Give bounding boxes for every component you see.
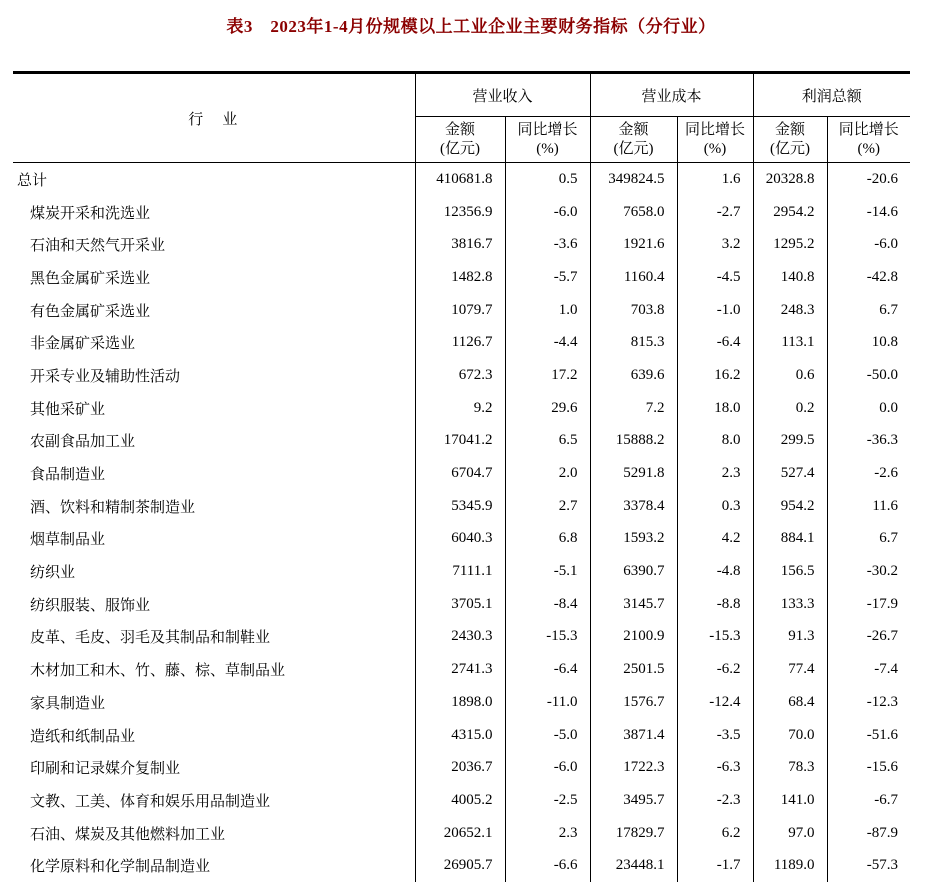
value-cell: 0.0 [827,392,910,425]
value-cell: -8.4 [505,588,590,621]
industry-cell: 文教、工美、体育和娱乐用品制造业 [13,784,415,817]
value-cell: -50.0 [827,359,910,392]
value-cell: 23448.1 [590,849,677,882]
table-row [13,588,910,621]
value-cell: 1482.8 [415,261,505,294]
value-cell: -6.3 [677,751,753,784]
value-cell: -5.0 [505,719,590,752]
sub-header-unit: (亿元) [754,140,827,159]
sub-header-line: 金额 [416,121,505,140]
table-row [13,392,910,425]
value-cell: 0.5 [505,163,590,196]
industry-cell: 纺织服装、服饰业 [13,588,415,621]
column-header-profit-growth [827,117,910,163]
value-cell: 15888.2 [590,425,677,458]
table-row [13,490,910,523]
value-cell: 5345.9 [415,490,505,523]
table-row [13,621,910,654]
table-row [13,457,910,490]
value-cell: 3.2 [677,228,753,261]
value-cell: 91.3 [753,621,827,654]
value-cell: 6.7 [827,523,910,556]
value-cell: -6.0 [827,228,910,261]
value-cell: 7658.0 [590,196,677,229]
value-cell: 1593.2 [590,523,677,556]
value-cell: -4.8 [677,555,753,588]
value-cell: 1.6 [677,163,753,196]
table-row [13,817,910,850]
value-cell: -6.0 [505,751,590,784]
industry-cell: 化学原料和化学制品制造业 [13,849,415,882]
value-cell: 16.2 [677,359,753,392]
value-cell: 9.2 [415,392,505,425]
value-cell: 1898.0 [415,686,505,719]
value-cell: -6.7 [827,784,910,817]
industry-cell: 煤炭开采和洗选业 [13,196,415,229]
value-cell: -42.8 [827,261,910,294]
value-cell: 2954.2 [753,196,827,229]
value-cell: -6.4 [505,653,590,686]
value-cell: 97.0 [753,817,827,850]
value-cell: -14.6 [827,196,910,229]
table-row [13,425,910,458]
value-cell: 20328.8 [753,163,827,196]
value-cell: -2.7 [677,196,753,229]
industry-cell: 酒、饮料和精制茶制造业 [13,490,415,523]
sub-header-unit: (亿元) [591,140,677,159]
column-header-revenue-growth [505,117,590,163]
value-cell: 7.2 [590,392,677,425]
value-cell: -30.2 [827,555,910,588]
column-header-cost-amount [590,117,677,163]
value-cell: -4.5 [677,261,753,294]
column-group-operating-revenue: 营业收入 [415,73,590,117]
value-cell: 156.5 [753,555,827,588]
column-header-cost-growth [677,117,753,163]
value-cell: 1921.6 [590,228,677,261]
table-row [13,719,910,752]
value-cell: 29.6 [505,392,590,425]
value-cell: -15.6 [827,751,910,784]
table-row [13,294,910,327]
value-cell: 410681.8 [415,163,505,196]
sub-header-unit: (亿元) [416,140,505,159]
industry-cell: 石油和天然气开采业 [13,228,415,261]
value-cell: 17.2 [505,359,590,392]
column-header-revenue-amount [415,117,505,163]
value-cell: 527.4 [753,457,827,490]
table-row [13,849,910,882]
value-cell: 815.3 [590,326,677,359]
value-cell: 299.5 [753,425,827,458]
value-cell: 70.0 [753,719,827,752]
value-cell: 11.6 [827,490,910,523]
value-cell: 639.6 [590,359,677,392]
industry-cell: 印刷和记录媒介复制业 [13,751,415,784]
value-cell: -8.8 [677,588,753,621]
value-cell: 2741.3 [415,653,505,686]
value-cell: 2.3 [505,817,590,850]
table-row [13,555,910,588]
value-cell: 6.2 [677,817,753,850]
sub-header-unit: (%) [506,140,590,159]
value-cell: 1160.4 [590,261,677,294]
table-row [13,261,910,294]
value-cell: -87.9 [827,817,910,850]
value-cell: -6.2 [677,653,753,686]
industry-cell: 纺织业 [13,555,415,588]
value-cell: 1189.0 [753,849,827,882]
value-cell: -3.5 [677,719,753,752]
value-cell: -57.3 [827,849,910,882]
value-cell: -51.6 [827,719,910,752]
value-cell: 0.3 [677,490,753,523]
value-cell: 703.8 [590,294,677,327]
header-group-row [13,73,910,117]
value-cell: 6.7 [827,294,910,327]
industry-cell: 食品制造业 [13,457,415,490]
value-cell: 1126.7 [415,326,505,359]
sub-header-line: 同比增长 [506,121,590,140]
sub-header-line: 同比增长 [828,121,911,140]
value-cell: 4005.2 [415,784,505,817]
value-cell: -2.5 [505,784,590,817]
table-row [13,163,910,196]
value-cell: -6.4 [677,326,753,359]
value-cell: -6.0 [505,196,590,229]
sub-header-line: 金额 [754,121,827,140]
sub-header-line: 同比增长 [678,121,753,140]
value-cell: -15.3 [677,621,753,654]
value-cell: -4.4 [505,326,590,359]
value-cell: 954.2 [753,490,827,523]
value-cell: -2.3 [677,784,753,817]
value-cell: 113.1 [753,326,827,359]
value-cell: 3871.4 [590,719,677,752]
table-row [13,196,910,229]
value-cell: 133.3 [753,588,827,621]
value-cell: 6.5 [505,425,590,458]
value-cell: 1576.7 [590,686,677,719]
industry-cell: 有色金属矿采选业 [13,294,415,327]
value-cell: 18.0 [677,392,753,425]
table-row [13,359,910,392]
financial-indicators-table [13,71,910,882]
value-cell: -15.3 [505,621,590,654]
value-cell: 2.0 [505,457,590,490]
table-row [13,326,910,359]
value-cell: 884.1 [753,523,827,556]
sub-header-line: 金额 [591,121,677,140]
value-cell: 248.3 [753,294,827,327]
table-row [13,784,910,817]
value-cell: -1.0 [677,294,753,327]
value-cell: 6040.3 [415,523,505,556]
value-cell: -1.7 [677,849,753,882]
value-cell: 5291.8 [590,457,677,490]
value-cell: 68.4 [753,686,827,719]
value-cell: -12.3 [827,686,910,719]
value-cell: 140.8 [753,261,827,294]
value-cell: 1722.3 [590,751,677,784]
value-cell: 17829.7 [590,817,677,850]
value-cell: -26.7 [827,621,910,654]
column-group-total-profit: 利润总额 [753,73,910,117]
value-cell: 2036.7 [415,751,505,784]
value-cell: 3816.7 [415,228,505,261]
value-cell: 1079.7 [415,294,505,327]
value-cell: 2430.3 [415,621,505,654]
value-cell: 77.4 [753,653,827,686]
value-cell: 3705.1 [415,588,505,621]
value-cell: 3495.7 [590,784,677,817]
value-cell: -12.4 [677,686,753,719]
value-cell: 6704.7 [415,457,505,490]
value-cell: -2.6 [827,457,910,490]
industry-cell: 开采专业及辅助性活动 [13,359,415,392]
value-cell: -36.3 [827,425,910,458]
table-body [13,163,910,882]
value-cell: 7111.1 [415,555,505,588]
value-cell: 672.3 [415,359,505,392]
value-cell: -5.7 [505,261,590,294]
value-cell: 78.3 [753,751,827,784]
table-row [13,523,910,556]
value-cell: -7.4 [827,653,910,686]
value-cell: 20652.1 [415,817,505,850]
sub-header-unit: (%) [678,140,753,159]
table-row [13,751,910,784]
industry-cell: 家具制造业 [13,686,415,719]
value-cell: 12356.9 [415,196,505,229]
industry-cell: 黑色金属矿采选业 [13,261,415,294]
industry-cell: 皮革、毛皮、羽毛及其制品和制鞋业 [13,621,415,654]
value-cell: -17.9 [827,588,910,621]
value-cell: 3378.4 [590,490,677,523]
table-header [13,73,910,163]
value-cell: -6.6 [505,849,590,882]
table-row [13,653,910,686]
industry-cell: 烟草制品业 [13,523,415,556]
industry-cell: 非金属矿采选业 [13,326,415,359]
value-cell: -11.0 [505,686,590,719]
column-group-operating-cost: 营业成本 [590,73,753,117]
sub-header-unit: (%) [828,140,911,159]
industry-cell: 木材加工和木、竹、藤、棕、草制品业 [13,653,415,686]
value-cell: 2.7 [505,490,590,523]
value-cell: 26905.7 [415,849,505,882]
value-cell: 6.8 [505,523,590,556]
table-row [13,686,910,719]
value-cell: 6390.7 [590,555,677,588]
value-cell: 3145.7 [590,588,677,621]
column-header-profit-amount [753,117,827,163]
column-header-industry: 行 业 [13,73,415,163]
value-cell: -20.6 [827,163,910,196]
value-cell: 10.8 [827,326,910,359]
value-cell: 17041.2 [415,425,505,458]
industry-cell: 总计 [13,163,415,196]
value-cell: 8.0 [677,425,753,458]
table-row [13,228,910,261]
value-cell: 4.2 [677,523,753,556]
industry-cell: 其他采矿业 [13,392,415,425]
industry-cell: 石油、煤炭及其他燃料加工业 [13,817,415,850]
value-cell: 2501.5 [590,653,677,686]
value-cell: 4315.0 [415,719,505,752]
page-title: 表3 2023年1-4月份规模以上工业企业主要财务指标（分行业） [0,0,942,37]
value-cell: 2100.9 [590,621,677,654]
industry-cell: 造纸和纸制品业 [13,719,415,752]
value-cell: 1.0 [505,294,590,327]
value-cell: 141.0 [753,784,827,817]
value-cell: 0.2 [753,392,827,425]
value-cell: 0.6 [753,359,827,392]
value-cell: -5.1 [505,555,590,588]
value-cell: 349824.5 [590,163,677,196]
value-cell: 2.3 [677,457,753,490]
industry-cell: 农副食品加工业 [13,425,415,458]
value-cell: -3.6 [505,228,590,261]
value-cell: 1295.2 [753,228,827,261]
